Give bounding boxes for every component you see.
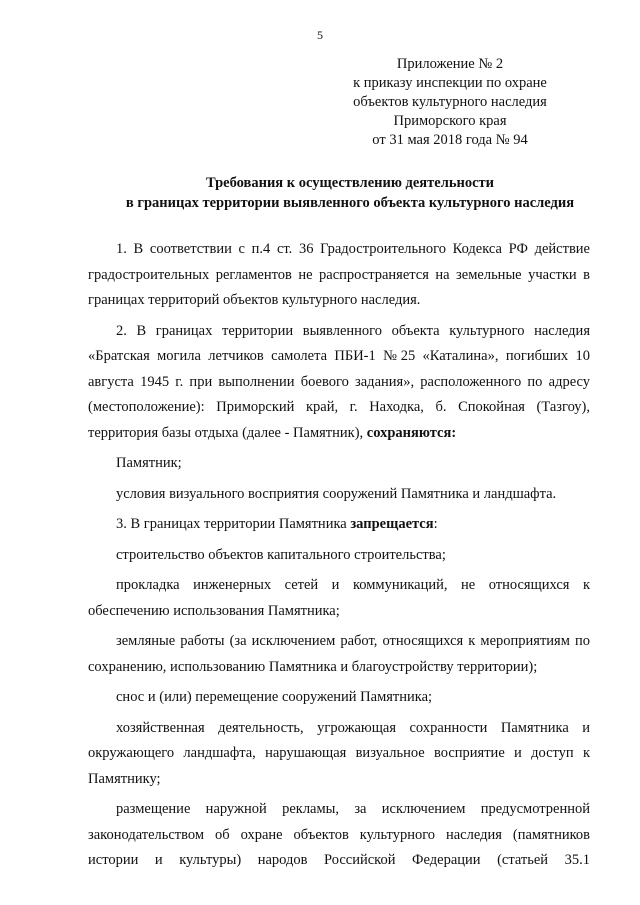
paragraph-1: 1. В соответствии с п.4 ст. 36 Градостроительного Кодекса РФ действие градостроительных регламентов не распространяется на земельные участки в границах территорий объектов культурного наследия. <box>88 241 590 308</box>
list-item: условия визуального восприятия сооружений Памятника и ландшафта. <box>116 485 557 502</box>
list-item: земляные работы (за исключением работ, относящихся к мероприятиям по сохранению, использованию Памятника и благоустройству территории); <box>88 633 590 675</box>
appendix-line: Приморского края <box>393 113 507 129</box>
paragraph-3-end: : <box>433 516 438 532</box>
paragraph-3 <box>88 512 590 538</box>
paragraph-2 <box>88 319 590 447</box>
title-line: в границах территории выявленного объекта культурного наследия <box>125 195 575 211</box>
list-item: размещение наружной рекламы, за исключением предусмотренной законодательством об охране объектов культурного наследия (памятников истории и культуры) народов Российской Федерации (статьей 35.1 <box>88 801 590 868</box>
page-number: 5 <box>317 28 323 42</box>
list-item: Памятник; <box>116 455 182 471</box>
list-item: прокладка инженерных сетей и коммуникаций, не относящихся к обеспечению использования Памятника; <box>88 577 590 619</box>
document-title <box>60 173 640 213</box>
list-item: хозяйственная деятельность, угрожающая сохранности Памятника и окружающего ландшафта, нарушающая визуальное восприятие и доступ к Памятнику; <box>88 719 590 787</box>
list-item: строительство объектов капитального строительства; <box>116 546 446 563</box>
appendix-line: объектов культурного наследия <box>353 94 547 110</box>
document-body <box>88 237 590 879</box>
list-item: снос и (или) перемещение сооружений Памятника; <box>116 689 433 705</box>
paragraph-2-bold: сохраняются: <box>366 424 457 441</box>
paragraph-3-bold: запрещается <box>350 516 434 532</box>
paragraph-2-text: 2. В границах территории выявленного объекта культурного наследия «Братская могила летчиков самолета ПБИ-1 №25 «Каталина», погибших 10 августа 1945 г. при выполнении боевого задания», расположенного по адресу (местоположение): Приморский край, г. Находка, б. Спокойная (Тазгоу), территория базы отдыха (далее - Памятник), <box>88 322 590 441</box>
title-line: Требования к осуществлению деятельности <box>205 175 495 191</box>
appendix-line: от 31 мая 2018 года № 94 <box>372 132 528 148</box>
appendix-line: Приложение № 2 <box>396 56 504 72</box>
appendix-line: к приказу инспекции по охране <box>353 75 547 91</box>
appendix-header <box>300 55 600 150</box>
paragraph-3-text: 3. В границах территории Памятника <box>116 516 351 532</box>
